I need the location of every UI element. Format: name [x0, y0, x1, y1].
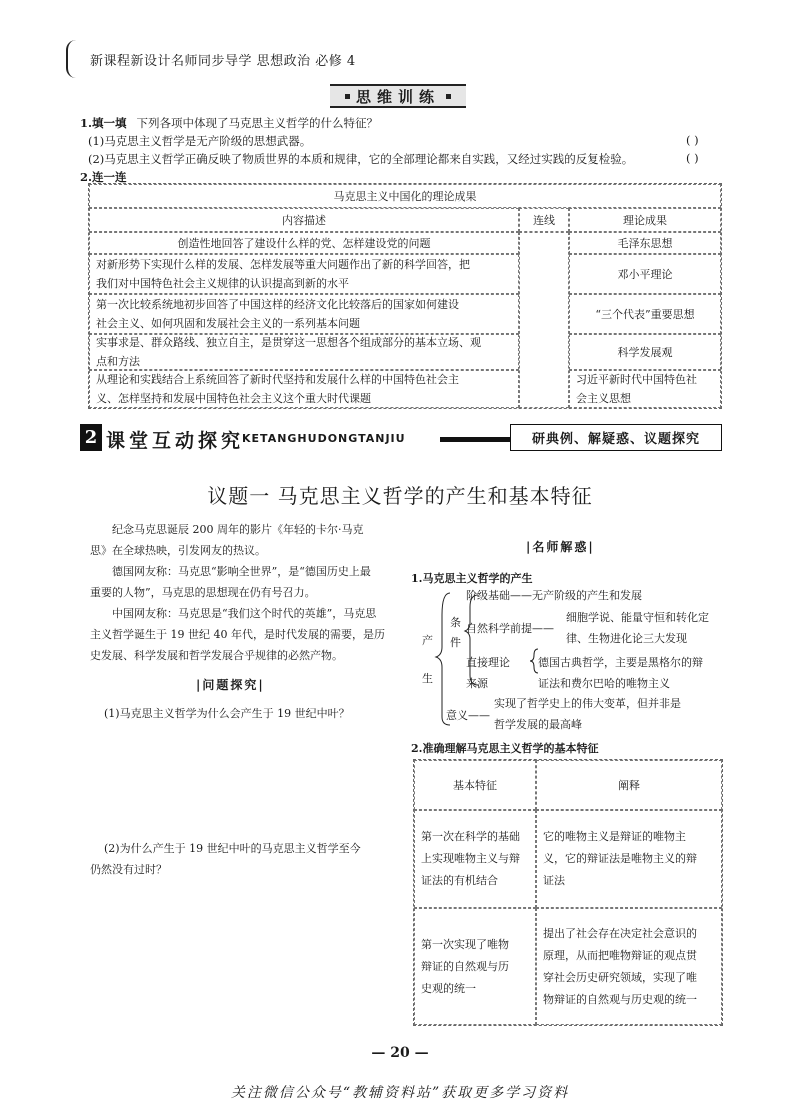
col-header-link: 连线: [519, 208, 569, 232]
col-header-theory: 理论成果: [569, 208, 721, 232]
topic-title: 议题一 马克思主义哲学的产生和基本特征: [207, 484, 593, 508]
section-banner-training: [330, 84, 466, 108]
tree-branch-theory-label: 直接理论 来源: [466, 656, 510, 690]
header-bracket: [66, 40, 76, 78]
table-row-desc: 第一次比较系统地初步回答了中国这样的经济文化比较落后的国家如何建设 社会主义、如何巩固和发展社会主义的一系列基本问题: [89, 294, 519, 334]
tree-root-char: 生: [422, 672, 433, 685]
table-cell-explain: 提出了社会存在决定社会意识的 原理，从而把唯物辩证的观点贯 穿社会历史研究领域，实现了唯 物辩证的自然观与历史观的统一: [536, 908, 722, 1025]
theory-item: 习近平新时代中国特色社 会主义思想: [569, 370, 721, 408]
question-2: (2)为什么产生于 19 世纪中叶的马克思主义哲学至今 仍然没有过时？: [90, 842, 361, 876]
q1-item1: (1)马克思主义哲学是无产阶级的思想武器。: [88, 134, 312, 148]
q1-line: [80, 115, 378, 131]
teacher-tag: |名师解惑|: [526, 540, 595, 554]
table-caption: 马克思主义中国化的理论成果: [89, 184, 721, 208]
tree-branch-science-text: 细胞学说、能量守恒和转化定 律、生物进化论三大发现: [566, 611, 709, 645]
section-tagline: 研典例、解疑惑、议题探究: [510, 424, 722, 451]
section-title: 课堂互动探究: [106, 430, 245, 452]
link-area[interactable]: [519, 232, 569, 408]
answer-blank-1[interactable]: ( ): [686, 133, 699, 147]
section-divider-bar: [440, 437, 510, 442]
theory-item: 邓小平理论: [569, 254, 721, 294]
q1-item2: (2)马克思主义哲学正确反映了物质世界的本质和规律，它的全部理论都来自实践，又经过实践的反复检验。: [88, 152, 634, 166]
features-table: [413, 759, 723, 1026]
tree-significance-label: 意义——: [446, 709, 490, 722]
table-row-desc: 实事求是、群众路线、独立自主，是贯穿这一思想各个组成部分的基本立场、观 点和方法: [89, 334, 519, 370]
table-row-desc: 对新形势下实现什么样的发展、怎样发展等重大问题作出了新的科学回答，把 我们对中国特色社会主义规律的认识提高到新的水平: [89, 254, 519, 294]
intro-passage: 纪念马克思诞辰 200 周年的影片《年轻的卡尔·马克 思》在全球热映，引发网友的热议。 德国网友称：马克思“影响全世界”，是“德国历史上最 重要的人物”，马克思的思想现在仍有号召力。 中国网友称：马克思是“我们这个时代的英雄”，马克思 主义哲学诞生于 19 世纪 40 年代，是时代发展的需要，是历 史发展、科学发展和哲学发展合乎规律的必然产物。: [90, 523, 385, 662]
tree-branch-science-label: 自然科学前提——: [466, 622, 554, 635]
answer-blank-2[interactable]: ( ): [686, 151, 699, 165]
tree-cond-char: 件: [450, 636, 461, 649]
footer-note: 关注微信公众号“教辅资料站”获取更多学习资料: [230, 1085, 570, 1101]
col-header-explain: 阐释: [536, 760, 722, 810]
q1-title: 1.填一填: [80, 116, 127, 130]
square-bullet-icon: [446, 94, 451, 99]
table-cell-feature: 第一次在科学的基础 上实现唯物主义与辩 证法的有机结合: [414, 810, 536, 908]
tree-cond-char: 条: [450, 616, 461, 629]
theory-item: “三个代表”重要思想: [569, 294, 721, 334]
tree-root-char: 产: [422, 634, 433, 647]
right-heading-2: 2.准确理解马克思主义哲学的基本特征: [411, 742, 599, 755]
table-row-desc: 从理论和实践结合上系统回答了新时代坚持和发展什么样的中国特色社会主 义、怎样坚持和发展中国特色社会主义这个重大时代课题: [89, 370, 519, 408]
table-cell-explain: 它的唯物主义是辩证的唯物主 义，它的辩证法是唯物主义的辩 证法: [536, 810, 722, 908]
theory-item: 毛泽东思想: [569, 232, 721, 254]
square-bullet-icon: [345, 94, 350, 99]
col-header-desc: 内容描述: [89, 208, 519, 232]
q2-title: 2.连一连: [80, 170, 127, 184]
section-pinyin: KETANGHUDONGTANJIU: [242, 432, 406, 445]
theory-item: 科学发展观: [569, 334, 721, 370]
table-cell-feature: 第一次实现了唯物 辩证的自然观与历 史观的统一: [414, 908, 536, 1025]
tree-significance-text: 实现了哲学史上的伟大变革，但并非是 哲学发展的最高峰: [494, 697, 681, 731]
col-header-feature: 基本特征: [414, 760, 536, 810]
page-number: — 20 —: [371, 1045, 429, 1061]
explore-tag: |问题探究|: [196, 678, 265, 692]
matching-table: [88, 183, 722, 409]
table-row-desc: 创造性地回答了建设什么样的党、怎样建设党的问题: [89, 232, 519, 254]
q1-prompt: 下列各项中体现了马克思主义哲学的什么特征？: [136, 116, 379, 130]
section-number: 2: [80, 424, 102, 451]
section-title: 思维训练: [355, 87, 440, 106]
right-heading-1: 1.马克思主义哲学的产生: [411, 572, 533, 585]
tree-branch-theory-text: 德国古典哲学，主要是黑格尔的辩 证法和费尔巴哈的唯物主义: [538, 656, 703, 690]
running-header: 新课程新设计名师同步导学 思想政治 必修 4: [90, 54, 356, 69]
question-1: (1)马克思主义哲学为什么会产生于 19 世纪中叶？: [104, 707, 350, 720]
tree-branch-class: 阶级基础——无产阶级的产生和发展: [466, 589, 642, 602]
